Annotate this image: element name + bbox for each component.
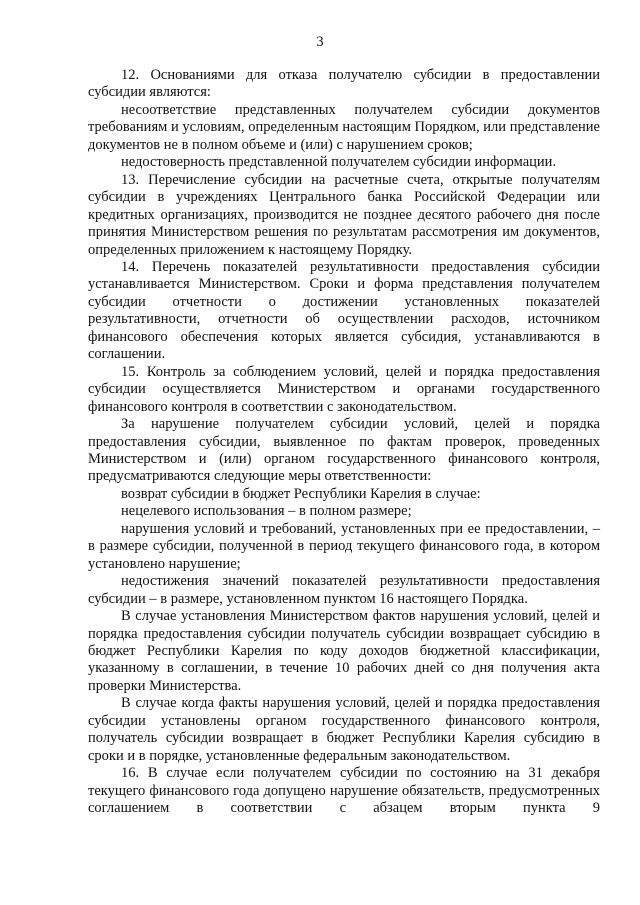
paragraph-ministry-violation-case: В случае установления Министерством фактов нарушения условий, целей и порядка предоставления субсидии получатель субсидии возвращает субсидию в бюджет Республики Карелия по коду доходов бюджетной классификации, указанному в соглашении, в течение 10 рабочих дней со дня получения акта проверки Министерства.: [88, 608, 600, 694]
paragraph-liability-measures: За нарушение получателем субсидии условий, целей и порядка предоставления субсидии, выявленное по фактам проверок, проведенных Министерством и (или) органом государственного финансового контроля, предусматриваются следующие меры ответственности:: [88, 416, 600, 485]
paragraph-document-mismatch: несоответствие представленных получателем субсидии документов требованиям и условиям, определенным настоящим Порядком, или представление документов не в полном объеме и (или) с нарушением сроков;: [88, 101, 600, 153]
paragraph-14-performance-indicators: 14. Перечень показателей результативности предоставления субсидии устанавливается Министерством. Сроки и форма представления получателем субсидии отчетности о достижении установленных показателей результативности, отчетности об осуществлении расходов, источником финансового обеспечения которых является субсидия, устанавливаются в соглашении.: [88, 258, 600, 363]
paragraph-failure-to-achieve-indicators: недостижения значений показателей результативности предоставления субсидии – в размере, установленном пунктом 16 настоящего Порядка.: [88, 573, 600, 607]
page-number: 3: [316, 34, 324, 50]
paragraph-return-of-subsidy: возврат субсидии в бюджет Республики Карелия в случае:: [121, 485, 481, 502]
paragraph-13-transfer: 13. Перечисление субсидии на расчетные счета, открытые получателям субсидии в учреждениях Центрального банка Российской Федерации или кредитных организациях, производится не позднее десятого рабочего дня после принятия Министерством решения по результатам рассмотрения им документов, определенных приложением к настоящему Порядку.: [88, 171, 600, 258]
paragraph-control-body-violation-case: В случае когда факты нарушения условий, целей и порядка предоставления субсидии установлены органом государственного финансового контроля, получатель субсидии возвращает в бюджет Республики Карелия субсидию в сроки и в порядке, установленные федеральным законодательством.: [88, 695, 600, 764]
paragraph-violation-of-conditions: нарушения условий и требований, установленных при ее предоставлении, – в размере субсидии, полученной в период текущего финансового года, в котором установлено нарушение;: [88, 520, 600, 572]
paragraph-unreliable-information: недостоверность представленной получателем субсидии информации.: [121, 154, 557, 171]
paragraph-12-grounds-for-refusal: 12. Основаниями для отказа получателю субсидии в предоставлении субсидии являются:: [88, 67, 600, 101]
paragraph-misuse: нецелевого использования – в полном размере;: [121, 503, 412, 520]
document-body: [88, 67, 600, 817]
paragraph-16-obligations: 16. В случае если получателем субсидии по состоянию на 31 декабря текущего финансового года допущено нарушение обязательств, предусмотренных соглашением в соответствии с абзацем вторым пункта 9: [88, 765, 600, 817]
paragraph-15-control: 15. Контроль за соблюдением условий, целей и порядка предоставления субсидии осуществляется Министерством и органами государственного финансового контроля в соответствии с законодательством.: [88, 363, 600, 415]
